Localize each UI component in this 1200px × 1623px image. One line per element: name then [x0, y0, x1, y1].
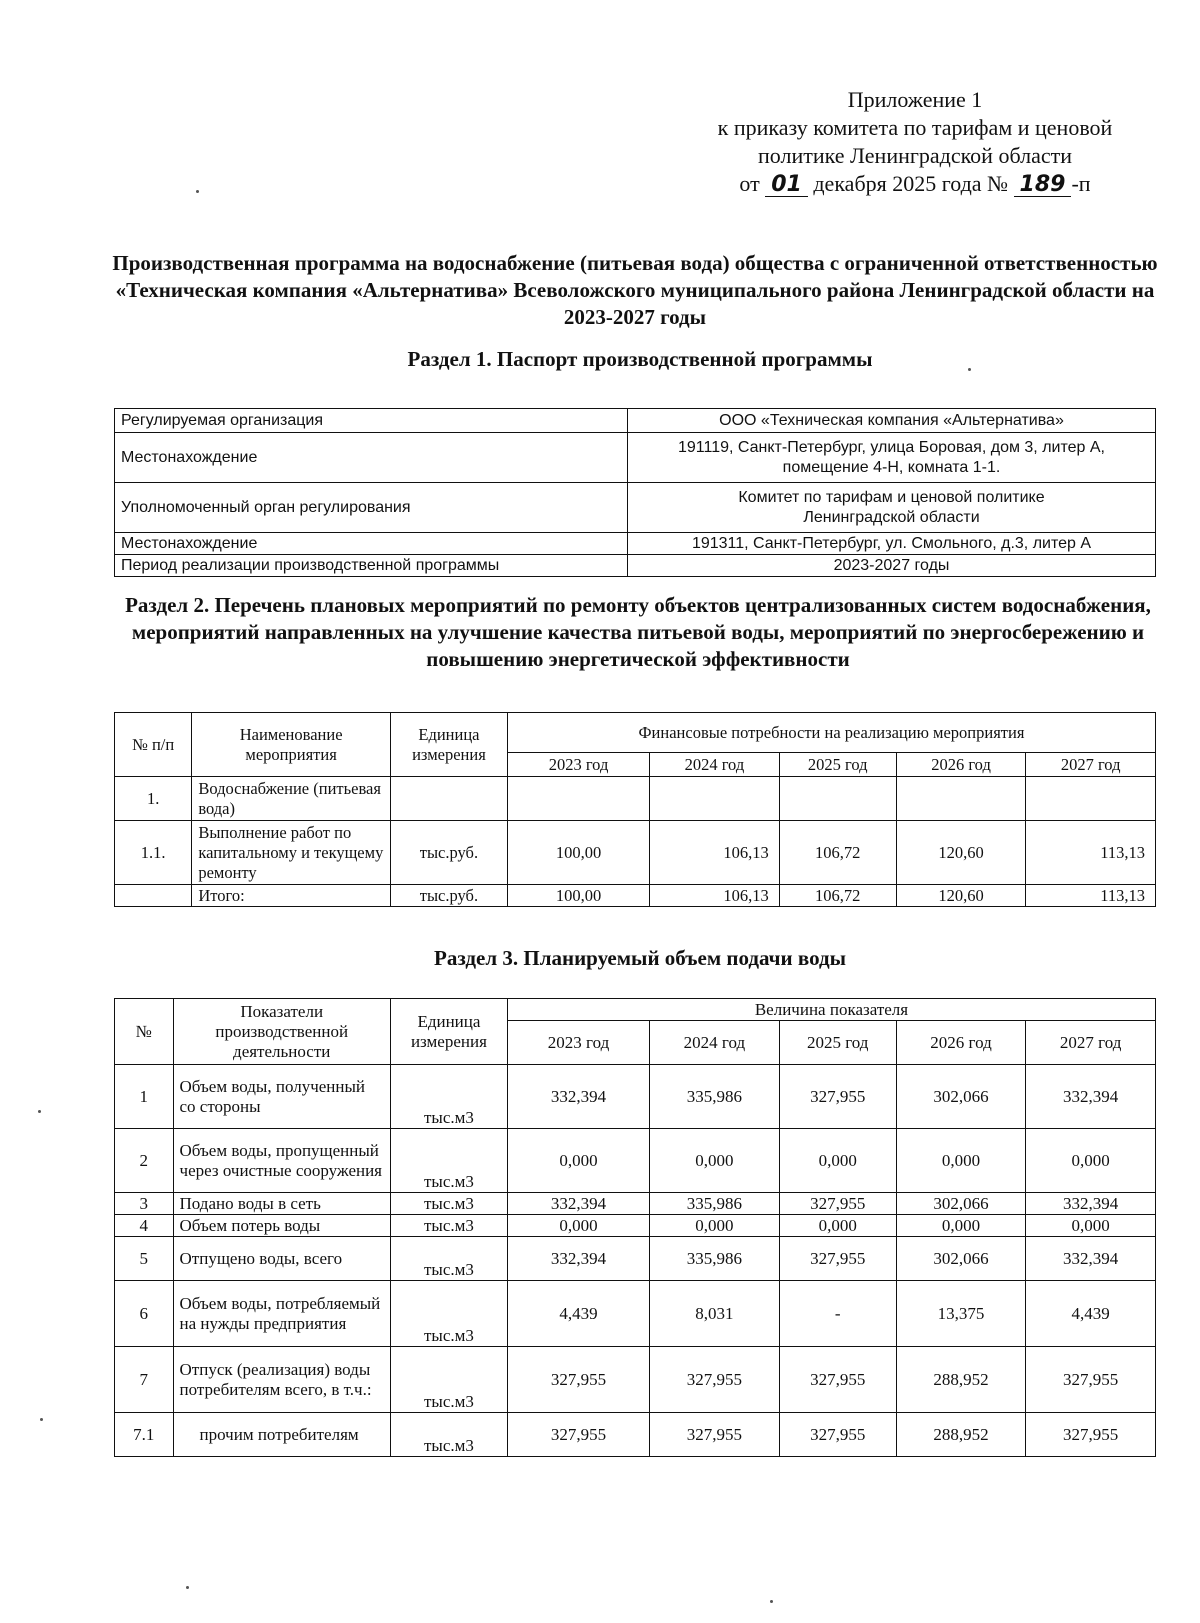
- scan-speck: [40, 1418, 43, 1421]
- cell-value: 0,000: [779, 1215, 896, 1237]
- table-row: [115, 1413, 1156, 1457]
- cell-value: 0,000: [650, 1215, 780, 1237]
- table-row: [115, 1347, 1156, 1413]
- cell-value: 100,00: [507, 821, 649, 885]
- cell-value: 106,72: [779, 821, 896, 885]
- cell-value: [896, 777, 1026, 821]
- passport-value: 191311, Санкт-Петербург, ул. Смольного, д.3, литер А: [628, 533, 1156, 555]
- cell-unit: тыс.м3: [390, 1065, 507, 1129]
- cell-value: 327,955: [779, 1347, 896, 1413]
- col-header-group: Величина показателя: [507, 999, 1155, 1021]
- passport-key: Местонахождение: [115, 533, 628, 555]
- cell-value: 332,394: [1026, 1065, 1156, 1129]
- table-row: [115, 483, 1156, 533]
- cell-value: 288,952: [896, 1413, 1026, 1457]
- col-header-year: 2027 год: [1026, 753, 1156, 777]
- table-row: [115, 533, 1156, 555]
- cell-value: 288,952: [896, 1347, 1026, 1413]
- annex-label: Приложение 1: [847, 87, 983, 112]
- cell-value: 113,13: [1026, 885, 1156, 907]
- scan-speck: [968, 368, 971, 371]
- cell-num: 5: [115, 1237, 174, 1281]
- table-row: [115, 409, 1156, 433]
- cell-name: прочим потребителям: [173, 1413, 390, 1457]
- col-header-year: 2026 год: [896, 1021, 1026, 1065]
- table-row: [115, 1237, 1156, 1281]
- cell-value: 302,066: [896, 1237, 1026, 1281]
- col-header-num: № п/п: [115, 713, 192, 777]
- cell-value: 327,955: [507, 1413, 649, 1457]
- section1-title: Раздел 1. Паспорт производственной программы: [407, 347, 873, 371]
- passport-key: Местонахождение: [115, 433, 628, 483]
- cell-value: 100,00: [507, 885, 649, 907]
- cell-value: 332,394: [507, 1065, 649, 1129]
- cell-name: Объем воды, потребляемый на нужды предприятия: [173, 1281, 390, 1347]
- cell-unit: тыс.м3: [390, 1281, 507, 1347]
- cell-name: Объем воды, полученный со стороны: [173, 1065, 390, 1129]
- table-row: [115, 555, 1156, 577]
- cell-value: 0,000: [896, 1129, 1026, 1193]
- cell-value: 0,000: [650, 1129, 780, 1193]
- cell-value: 4,439: [1026, 1281, 1156, 1347]
- cell-value: 120,60: [896, 885, 1026, 907]
- document-title: Производственная программа на водоснабжение (питьевая вода) общества с ограниченной ответственностью «Техническая компания «Альтернатива» Всеволожского муниципального района Ленинградской области на 2023-2027 годы: [112, 251, 1158, 329]
- passport-value: ООО «Техническая компания «Альтернатива»: [628, 409, 1156, 433]
- cell-value: [779, 777, 896, 821]
- cell-value: 0,000: [1026, 1129, 1156, 1193]
- table-row: [115, 777, 1156, 821]
- cell-num: [115, 885, 192, 907]
- cell-value: 327,955: [779, 1413, 896, 1457]
- cell-num: 3: [115, 1193, 174, 1215]
- col-header-unit: Единица измерения: [390, 999, 507, 1065]
- table-total-row: [115, 885, 1156, 907]
- water-supply-table: [114, 998, 1156, 1457]
- cell-value: 8,031: [650, 1281, 780, 1347]
- cell-value: 327,955: [779, 1065, 896, 1129]
- order-reference-line1: к приказу комитета по тарифам и ценовой: [717, 115, 1113, 140]
- cell-value: 327,955: [779, 1237, 896, 1281]
- cell-name: Объем потерь воды: [173, 1215, 390, 1237]
- table-row: [115, 1129, 1156, 1193]
- cell-name: Итого:: [192, 885, 391, 907]
- col-header-name: Наименование мероприятия: [192, 713, 391, 777]
- cell-value: 335,986: [650, 1065, 780, 1129]
- table-row: [115, 1065, 1156, 1129]
- cell-value: 113,13: [1026, 821, 1156, 885]
- col-header-year: 2023 год: [507, 1021, 649, 1065]
- cell-value: 327,955: [1026, 1347, 1156, 1413]
- cell-value: 0,000: [779, 1129, 896, 1193]
- passport-value: 191119, Санкт-Петербург, улица Боровая, дом 3, литер А, помещение 4-Н, комната 1-1.: [628, 433, 1156, 483]
- cell-num: 4: [115, 1215, 174, 1237]
- handwritten-order-number: 189: [1014, 174, 1072, 197]
- col-header-year: 2025 год: [779, 753, 896, 777]
- annex-header: [680, 86, 1150, 198]
- table-row: [115, 433, 1156, 483]
- cell-value: 106,72: [779, 885, 896, 907]
- cell-value: 327,955: [650, 1413, 780, 1457]
- cell-num: 1.: [115, 777, 192, 821]
- order-reference-line2: политике Ленинградской области: [757, 143, 1072, 168]
- cell-num: 6: [115, 1281, 174, 1347]
- scan-speck: [186, 1586, 189, 1589]
- cell-unit: тыс.м3: [390, 1413, 507, 1457]
- cell-value: 13,375: [896, 1281, 1026, 1347]
- cell-value: 302,066: [896, 1193, 1026, 1215]
- cell-unit: тыс.руб.: [390, 821, 507, 885]
- cell-name: Отпуск (реализация) воды потребителям всего, в т.ч.:: [173, 1347, 390, 1413]
- col-header-unit: Единица измерения: [390, 713, 507, 777]
- cell-num: 1.1.: [115, 821, 192, 885]
- cell-value: 120,60: [896, 821, 1026, 885]
- col-header-year: 2027 год: [1026, 1021, 1156, 1065]
- cell-num: 2: [115, 1129, 174, 1193]
- col-header-year: 2025 год: [779, 1021, 896, 1065]
- cell-name: Объем воды, пропущенный через очистные сооружения: [173, 1129, 390, 1193]
- cell-value: 332,394: [507, 1237, 649, 1281]
- cell-value: 332,394: [1026, 1237, 1156, 1281]
- col-header-year: 2024 год: [650, 753, 780, 777]
- table-header-row: [115, 713, 1156, 753]
- cell-unit: тыс.м3: [390, 1129, 507, 1193]
- col-header-year: 2026 год: [896, 753, 1026, 777]
- handwritten-day: 01: [765, 174, 808, 197]
- cell-value: 327,955: [1026, 1413, 1156, 1457]
- scan-speck: [770, 1600, 773, 1603]
- cell-unit: [390, 777, 507, 821]
- cell-value: 327,955: [779, 1193, 896, 1215]
- passport-value: 2023-2027 годы: [628, 555, 1156, 577]
- cell-num: 7.1: [115, 1413, 174, 1457]
- cell-value: 0,000: [507, 1215, 649, 1237]
- cell-name: Подано воды в сеть: [173, 1193, 390, 1215]
- cell-value: 302,066: [896, 1065, 1026, 1129]
- cell-value: [507, 777, 649, 821]
- cell-value: 0,000: [1026, 1215, 1156, 1237]
- table-row: [115, 1193, 1156, 1215]
- cell-value: 4,439: [507, 1281, 649, 1347]
- scan-speck: [38, 1110, 41, 1113]
- order-date-line: от 01 декабря 2025 года № 189 -п: [739, 171, 1091, 197]
- table-row: [115, 1281, 1156, 1347]
- cell-value: 0,000: [896, 1215, 1026, 1237]
- cell-unit: тыс.руб.: [390, 885, 507, 907]
- cell-unit: тыс.м3: [390, 1193, 507, 1215]
- measures-table: [114, 712, 1156, 907]
- cell-value: [1026, 777, 1156, 821]
- passport-value: Комитет по тарифам и ценовой политике Ленинградской области: [628, 483, 1156, 533]
- col-header-num: №: [115, 999, 174, 1065]
- table-header-row: [115, 999, 1156, 1021]
- cell-value: 327,955: [507, 1347, 649, 1413]
- cell-num: 1: [115, 1065, 174, 1129]
- cell-value: [650, 777, 780, 821]
- section3-title: Раздел 3. Планируемый объем подачи воды: [434, 946, 846, 970]
- cell-value: 335,986: [650, 1193, 780, 1215]
- cell-num: 7: [115, 1347, 174, 1413]
- col-header-group: Финансовые потребности на реализацию мероприятия: [507, 713, 1155, 753]
- cell-name: Выполнение работ по капитальному и текущему ремонту: [192, 821, 391, 885]
- passport-table: [114, 408, 1156, 577]
- cell-unit: тыс.м3: [390, 1237, 507, 1281]
- cell-value: -: [779, 1281, 896, 1347]
- passport-key: Регулируемая организация: [115, 409, 628, 433]
- cell-unit: тыс.м3: [390, 1347, 507, 1413]
- cell-value: 327,955: [650, 1347, 780, 1413]
- col-header-year: 2024 год: [650, 1021, 780, 1065]
- section2-title: Раздел 2. Перечень плановых мероприятий по ремонту объектов централизованных систем водоснабжения, мероприятий направленных на улучшение качества питьевой воды, мероприятий по энергосбережению и повышению энергетической эффективности: [125, 593, 1151, 671]
- table-row: [115, 821, 1156, 885]
- cell-value: 332,394: [1026, 1193, 1156, 1215]
- col-header-year: 2023 год: [507, 753, 649, 777]
- cell-value: 106,13: [650, 885, 780, 907]
- col-header-name: Показатели производственной деятельности: [173, 999, 390, 1065]
- cell-name: Отпущено воды, всего: [173, 1237, 390, 1281]
- cell-value: 106,13: [650, 821, 780, 885]
- cell-name: Водоснабжение (питьевая вода): [192, 777, 391, 821]
- cell-value: 332,394: [507, 1193, 649, 1215]
- cell-value: 0,000: [507, 1129, 649, 1193]
- scan-speck: [196, 190, 199, 193]
- passport-key: Уполномоченный орган регулирования: [115, 483, 628, 533]
- table-row: [115, 1215, 1156, 1237]
- passport-key: Период реализации производственной программы: [115, 555, 628, 577]
- cell-value: 335,986: [650, 1237, 780, 1281]
- cell-unit: тыс.м3: [390, 1215, 507, 1237]
